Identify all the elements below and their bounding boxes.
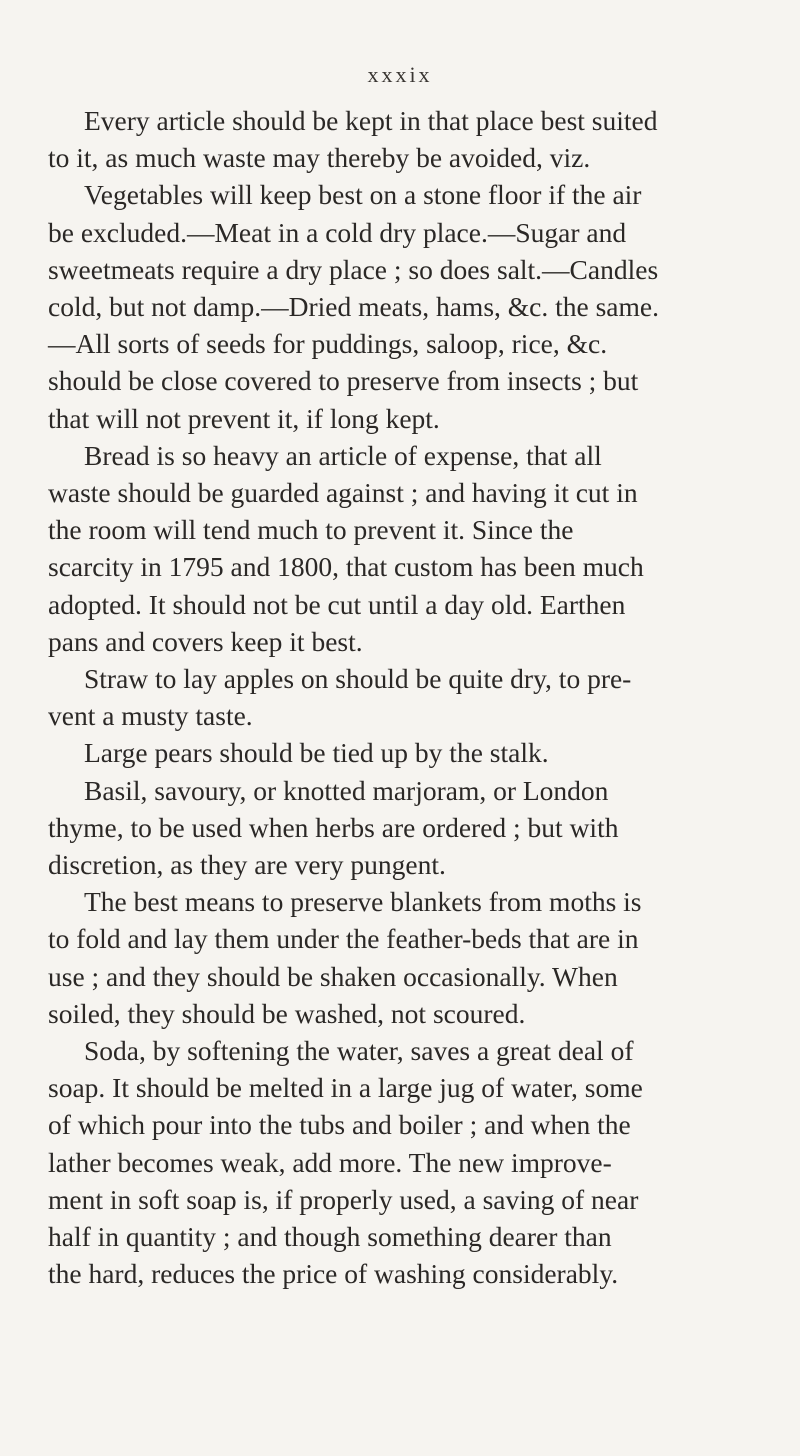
text-line: ment in soft soap is, if properly used, a saving of near (48, 1183, 639, 1215)
text-line: —All sorts of seeds for puddings, saloop, rice, &c. (48, 328, 608, 360)
text-line: lather becomes weak, add more. The new improve- (48, 1146, 612, 1178)
text-line: sweetmeats require a dry place ; so does salt.—Candles (48, 253, 659, 285)
text-line: soiled, they should be washed, not scoured. (48, 997, 526, 1029)
text-line: that will not prevent it, if long kept. (48, 402, 440, 434)
text-line: discretion, as they are very pungent. (48, 849, 446, 881)
text-line: the room will tend much to prevent it. Since the (48, 514, 574, 546)
text-line: Bread is so heavy an article of expense, that all (84, 439, 602, 471)
text-line: pans and covers keep it best. (48, 625, 363, 657)
text-line: should be close covered to preserve from insects ; but (48, 365, 639, 397)
text-line: of which pour into the tubs and boiler ; and when the (48, 1109, 631, 1141)
text-line: waste should be guarded against ; and having it cut in (48, 477, 638, 509)
text-line: be excluded.—Meat in a cold dry place.—Sugar and (48, 216, 627, 248)
text-line: the hard, reduces the price of washing considerably. (48, 1258, 619, 1290)
text-line: Soda, by softening the water, saves a great deal of (84, 1035, 634, 1067)
page-number: xxxix (367, 62, 433, 87)
text-line: half in quantity ; and though something dearer than (48, 1221, 612, 1253)
body-text (48, 102, 768, 1293)
text-line: The best means to preserve blankets from moths is (84, 886, 642, 918)
text-line: soap. It should be melted in a large jug of water, some (48, 1072, 643, 1104)
text-line: adopted. It should not be cut until a day old. Earthen (48, 588, 626, 620)
text-line: Straw to lay apples on should be quite dry, to pre- (84, 663, 632, 695)
text-line: use ; and they should be shaken occasionally. When (48, 960, 618, 992)
text-line: Every article should be kept in that place best suited (84, 105, 658, 136)
text-line: scarcity in 1795 and 1800, that custom has been much (48, 551, 644, 583)
text-line: vent a musty taste. (48, 700, 253, 732)
text-line: to fold and lay them under the feather-beds that are in (48, 923, 639, 955)
text-line: Basil, savoury, or knotted marjoram, or London (84, 774, 609, 806)
text-line: to it, as much waste may thereby be avoided, viz. (48, 142, 591, 174)
text-line: cold, but not damp.—Dried meats, hams, &c. the same. (48, 291, 659, 323)
text-line: Vegetables will keep best on a stone floor if the air (84, 179, 642, 211)
text-line: Large pears should be tied up by the stalk. (84, 737, 549, 769)
text-line: thyme, to be used when herbs are ordered ; but with (48, 811, 619, 843)
